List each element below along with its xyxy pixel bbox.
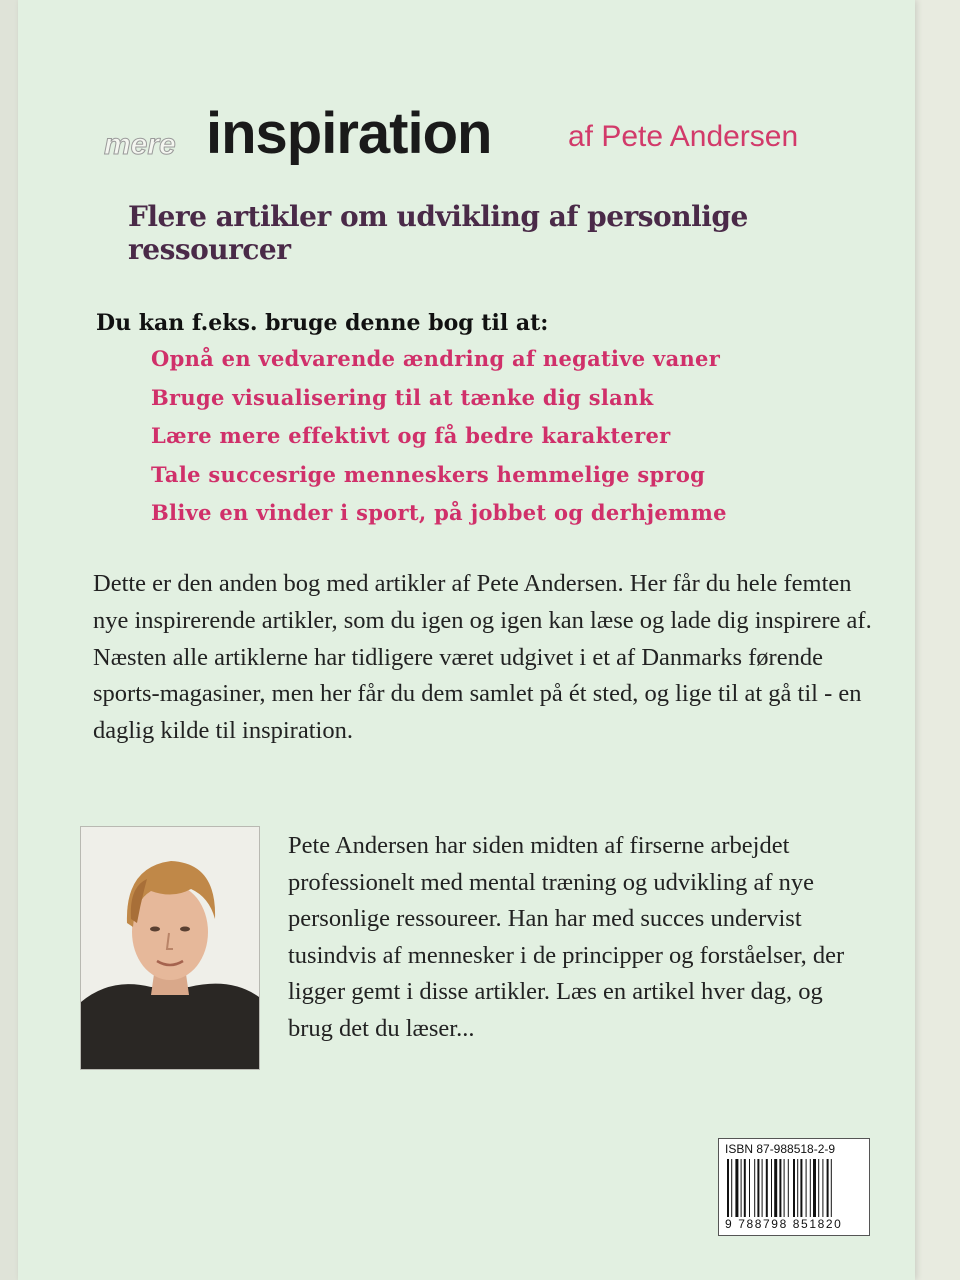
author-portrait-image: [81, 827, 259, 1069]
barcode-icon: [727, 1159, 861, 1217]
description-paragraph: Dette er den anden bog med artikler af Pete Andersen. Her får du hele femten nye inspirerende artikler, som du igen og igen kan læse og lade dig inspirere af. Næsten alle artiklerne har tidligere været udgivet i et af Danmarks førende sports-magasiner, men her får du dem samlet på ét sted, og lige til at gå til - en daglig kilde til inspiration.: [93, 570, 872, 745]
uses-intro: Du kan f.eks. bruge denne bog til at:: [96, 310, 549, 336]
list-item: Opnå en vedvarende ændring af negative vaner: [151, 346, 721, 371]
isbn-barcode: [718, 1138, 870, 1236]
list-item: Lære mere effektivt og få bedre karakterer: [151, 423, 671, 448]
title-prefix: mere: [104, 128, 176, 161]
background-surface: [915, 0, 960, 1280]
book-back-cover: [18, 0, 915, 1280]
uses-list: [151, 340, 727, 533]
author-bio: Pete Andersen har siden midten af firserne arbejdet professionelt med mental træning og udvikling af nye personlige ressoureer. Han har med succes undervist tusindvis af mennesker i de principper og forståelser, der ligger gemt i disse artikler. Læs en artikel hver dag, og brug det du læser...: [288, 832, 845, 1042]
author-line: af Pete Andersen: [568, 120, 799, 153]
list-item: Blive en vinder i sport, på jobbet og derhjemme: [151, 500, 727, 525]
subtitle: Flere artikler om udvikling af personlige ressourcer: [128, 200, 748, 266]
author-photo: [80, 826, 260, 1070]
ean-digits: 9 788798 851820: [725, 1217, 843, 1231]
title-row: [88, 100, 888, 180]
book-title: inspiration: [206, 101, 492, 166]
isbn-label: ISBN 87-988518-2-9: [725, 1142, 836, 1156]
list-item: Tale succesrige menneskers hemmelige sprog: [151, 461, 706, 487]
list-item: Bruge visualisering til at tænke dig slank: [151, 384, 654, 410]
cover-spine-edge: [0, 0, 18, 1280]
